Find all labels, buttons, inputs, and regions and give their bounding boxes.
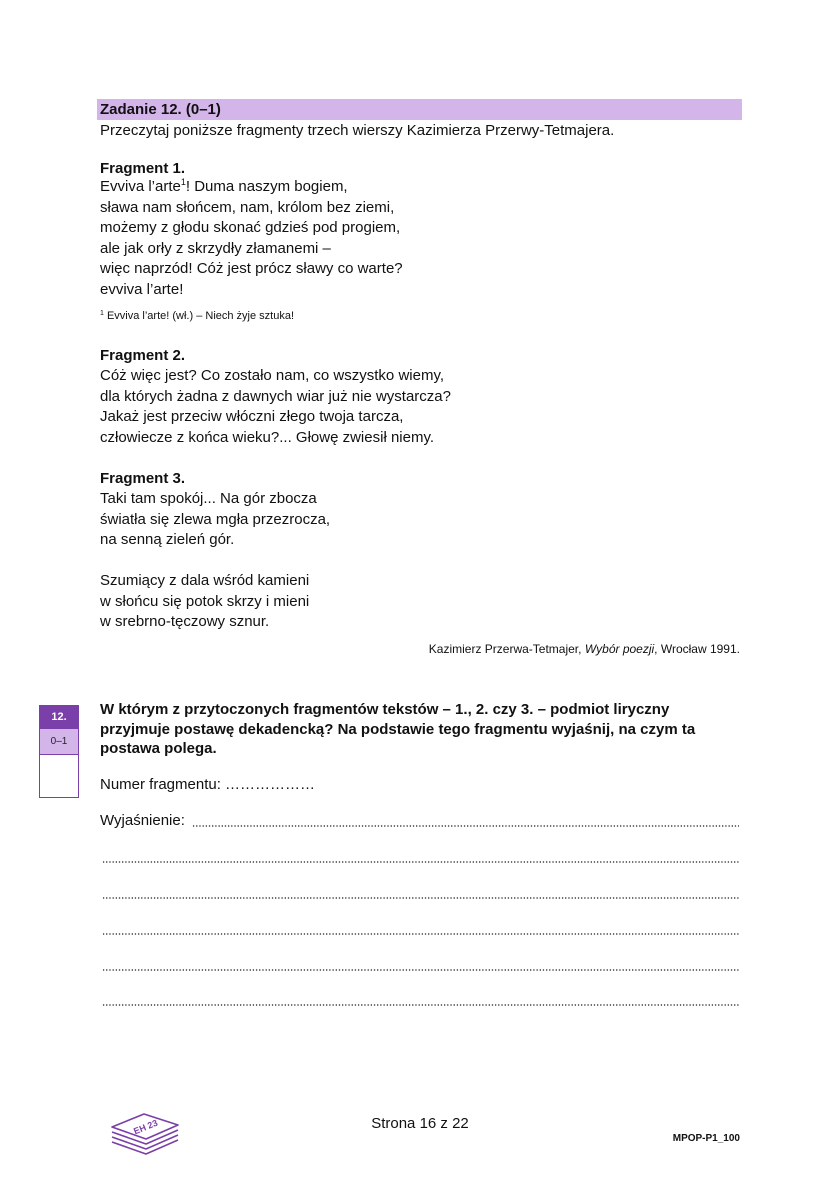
logo-text: EH 23 [132, 1117, 160, 1137]
poem-line: Szumiący z dala wśród kamieni [100, 572, 310, 589]
fragment-2-poem [100, 366, 451, 448]
exam-code: MPOP-P1_100 [672, 1133, 740, 1144]
fragment-1-poem [100, 177, 403, 301]
poem-line: w srebrno-tęczowy sznur. [100, 613, 270, 631]
answer-line[interactable] [102, 969, 739, 971]
poem-line: światła się zlewa mgła przezrocza, [100, 510, 331, 528]
poem-line: w słońcu się potok skrzy i mieni [100, 592, 310, 610]
fragment-3-stanza-1 [100, 489, 330, 551]
poem-line: ale jak orły z skrzydły złamanemi – [100, 239, 331, 257]
poem-line: Taki tam spokój... Na gór zbocza [100, 490, 317, 507]
task-header: Zadanie 12. (0–1) [97, 99, 742, 120]
task-points: 0–1 [40, 728, 78, 755]
task-intro: Przeczytaj poniższe fragmenty trzech wierszy Kazimierza Przerwy-Tetmajera. [100, 122, 615, 139]
answer-line[interactable] [102, 933, 739, 935]
score-field [40, 755, 78, 799]
poem-line: evviva l’arte! [100, 280, 184, 298]
footnote-ref: 1 [180, 177, 186, 187]
poem-line: sława nam słońcem, nam, królom bez ziemi, [100, 198, 395, 216]
explanation-label: Wyjaśnienie: [100, 812, 185, 829]
page-number: Strona 16 z 22 [371, 1115, 469, 1132]
fragment-number-field[interactable]: Numer fragmentu: ……………… [100, 776, 316, 793]
fragment-2-title: Fragment 2. [100, 347, 186, 364]
fragment-1-title: Fragment 1. [100, 160, 186, 177]
poem-line: Jakaż jest przeciw włóczni złego twoja tarcza, [100, 408, 404, 426]
answer-line[interactable] [192, 825, 739, 827]
poem-line: dla których żadna z dawnych wiar już nie wystarcza? [100, 387, 451, 405]
fragment-3-stanza-2 [100, 571, 309, 633]
poem-line: możemy z głodu skonać gdzieś pod progiem, [100, 219, 401, 237]
poem-line: człowiecze z końca wieku?... Głowę zwiesił niemy. [100, 428, 435, 446]
task-number: 12. [40, 706, 78, 728]
answer-line[interactable] [102, 861, 739, 863]
poem-line: Cóż więc jest? Co zostało nam, co wszystko wiemy, [100, 367, 444, 384]
question-text: W którym z przytoczonych fragmentów tekstów – 1., 2. czy 3. – podmiot liryczny przyjmuje postawę dekadencką? Na podstawie tego fragmentu wyjaśnij, na czym ta postawa polega. [100, 701, 696, 757]
answer-line[interactable] [102, 897, 739, 899]
fragment-3-title: Fragment 3. [100, 470, 186, 487]
score-box [39, 705, 79, 798]
answer-line[interactable] [102, 1004, 739, 1006]
poem-line: na senną zieleń gór. [100, 531, 235, 549]
poem-line: Evviva l’arte$^1$! Duma naszym bogiem, [100, 177, 348, 195]
poem-line: więc naprzód! Cóż jest prócz sławy co warte? [100, 260, 403, 278]
footnote: $^1$ Evviva l’arte! (wł.) – Niech żyje sztuka! [100, 310, 295, 322]
source-citation: Kazimierz Przerwa-Tetmajer, Wybór poezji, Wrocław 1991. [428, 642, 740, 656]
